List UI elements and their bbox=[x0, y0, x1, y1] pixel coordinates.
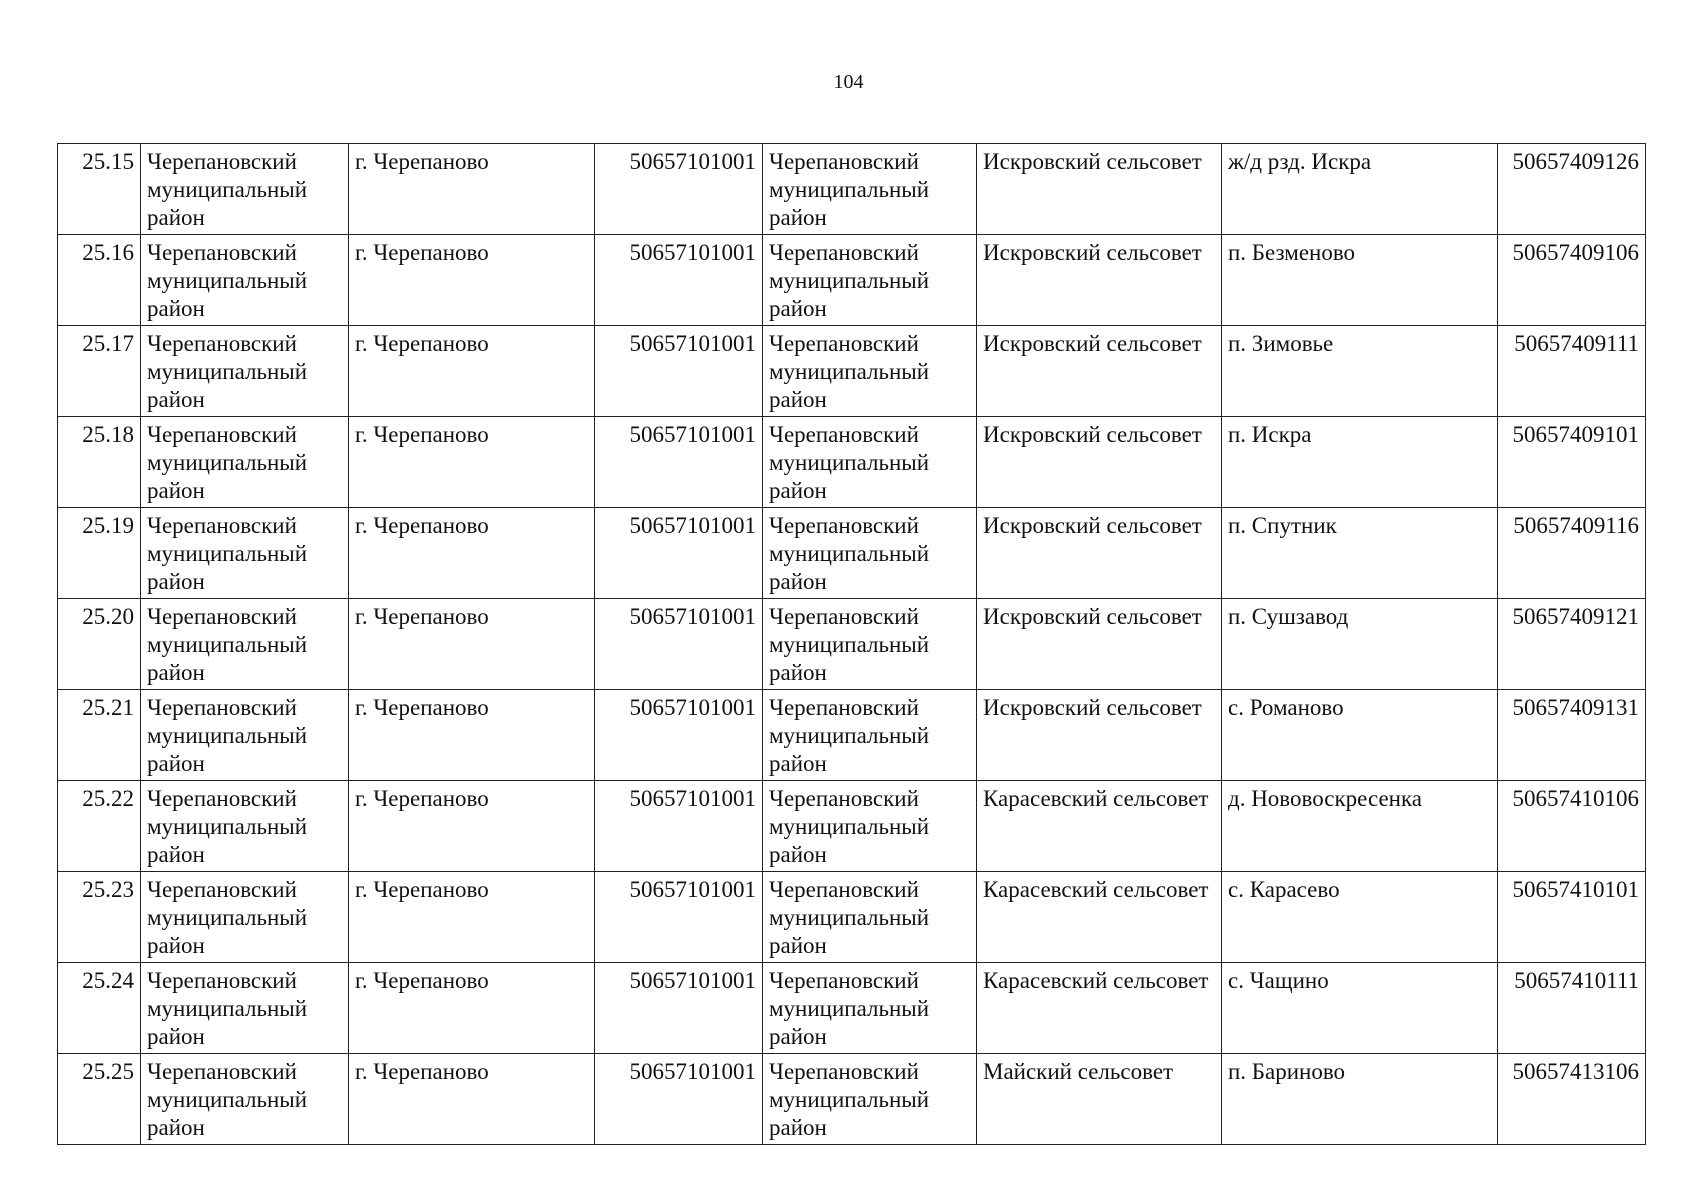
city-cell: г. Черепаново bbox=[349, 690, 595, 781]
municipality-cell: Черепановский муниципальный район bbox=[763, 508, 977, 599]
table-row bbox=[58, 963, 1646, 1054]
table-row bbox=[58, 872, 1646, 963]
okato-code-cell: 50657101001 bbox=[595, 781, 763, 872]
table-body bbox=[58, 144, 1646, 1145]
settlement-cell: п. Бариново bbox=[1222, 1054, 1498, 1145]
settlement-cell: п. Искра bbox=[1222, 417, 1498, 508]
oktmo-code-cell: 50657413106 bbox=[1498, 1054, 1646, 1145]
settlement-cell: д. Нововоскресенка bbox=[1222, 781, 1498, 872]
district-cell: Черепановский муниципальный район bbox=[141, 1054, 349, 1145]
council-cell: Искровский сельсовет bbox=[977, 508, 1222, 599]
council-cell: Карасевский сельсовет bbox=[977, 781, 1222, 872]
city-cell: г. Черепаново bbox=[349, 872, 595, 963]
city-cell: г. Черепаново bbox=[349, 235, 595, 326]
municipality-cell: Черепановский муниципальный район bbox=[763, 872, 977, 963]
settlement-cell: п. Зимовье bbox=[1222, 326, 1498, 417]
city-cell: г. Черепаново bbox=[349, 1054, 595, 1145]
settlement-cell: с. Карасево bbox=[1222, 872, 1498, 963]
oktmo-code-cell: 50657409131 bbox=[1498, 690, 1646, 781]
city-cell: г. Черепаново bbox=[349, 599, 595, 690]
district-cell: Черепановский муниципальный район bbox=[141, 781, 349, 872]
municipality-cell: Черепановский муниципальный район bbox=[763, 1054, 977, 1145]
oktmo-code-cell: 50657409116 bbox=[1498, 508, 1646, 599]
row-number: 25.21 bbox=[58, 690, 141, 781]
page-number: 104 bbox=[833, 71, 864, 93]
district-cell: Черепановский муниципальный район bbox=[141, 417, 349, 508]
table-row bbox=[58, 690, 1646, 781]
table-row bbox=[58, 781, 1646, 872]
table-row bbox=[58, 599, 1646, 690]
city-cell: г. Черепаново bbox=[349, 963, 595, 1054]
district-cell: Черепановский муниципальный район bbox=[141, 872, 349, 963]
settlement-cell: с. Чащино bbox=[1222, 963, 1498, 1054]
row-number: 25.15 bbox=[58, 144, 141, 235]
city-cell: г. Черепаново bbox=[349, 781, 595, 872]
row-number: 25.19 bbox=[58, 508, 141, 599]
okato-code-cell: 50657101001 bbox=[595, 235, 763, 326]
settlement-cell: п. Спутник bbox=[1222, 508, 1498, 599]
table-row bbox=[58, 508, 1646, 599]
oktmo-code-cell: 50657410101 bbox=[1498, 872, 1646, 963]
council-cell: Искровский сельсовет bbox=[977, 235, 1222, 326]
district-cell: Черепановский муниципальный район bbox=[141, 144, 349, 235]
okato-code-cell: 50657101001 bbox=[595, 417, 763, 508]
district-cell: Черепановский муниципальный район bbox=[141, 690, 349, 781]
council-cell: Майский сельсовет bbox=[977, 1054, 1222, 1145]
oktmo-code-cell: 50657409126 bbox=[1498, 144, 1646, 235]
settlement-cell: п. Безменово bbox=[1222, 235, 1498, 326]
row-number: 25.17 bbox=[58, 326, 141, 417]
oktmo-code-cell: 50657410111 bbox=[1498, 963, 1646, 1054]
city-cell: г. Черепаново bbox=[349, 144, 595, 235]
municipality-cell: Черепановский муниципальный район bbox=[763, 417, 977, 508]
city-cell: г. Черепаново bbox=[349, 508, 595, 599]
council-cell: Искровский сельсовет bbox=[977, 144, 1222, 235]
settlement-cell: ж/д рзд. Искра bbox=[1222, 144, 1498, 235]
council-cell: Карасевский сельсовет bbox=[977, 872, 1222, 963]
council-cell: Искровский сельсовет bbox=[977, 599, 1222, 690]
city-cell: г. Черепаново bbox=[349, 417, 595, 508]
table-row bbox=[58, 417, 1646, 508]
council-cell: Искровский сельсовет bbox=[977, 417, 1222, 508]
district-cell: Черепановский муниципальный район bbox=[141, 599, 349, 690]
table-row bbox=[58, 1054, 1646, 1145]
district-cell: Черепановский муниципальный район bbox=[141, 963, 349, 1054]
registry-table bbox=[57, 143, 1646, 1145]
oktmo-code-cell: 50657409106 bbox=[1498, 235, 1646, 326]
table-row bbox=[58, 326, 1646, 417]
row-number: 25.22 bbox=[58, 781, 141, 872]
municipality-cell: Черепановский муниципальный район bbox=[763, 963, 977, 1054]
municipality-cell: Черепановский муниципальный район bbox=[763, 781, 977, 872]
settlement-cell: с. Романово bbox=[1222, 690, 1498, 781]
okato-code-cell: 50657101001 bbox=[595, 963, 763, 1054]
municipality-cell: Черепановский муниципальный район bbox=[763, 690, 977, 781]
municipality-cell: Черепановский муниципальный район bbox=[763, 599, 977, 690]
municipality-cell: Черепановский муниципальный район bbox=[763, 144, 977, 235]
table-row bbox=[58, 144, 1646, 235]
municipality-cell: Черепановский муниципальный район bbox=[763, 235, 977, 326]
row-number: 25.23 bbox=[58, 872, 141, 963]
settlement-cell: п. Сушзавод bbox=[1222, 599, 1498, 690]
council-cell: Искровский сельсовет bbox=[977, 326, 1222, 417]
city-cell: г. Черепаново bbox=[349, 326, 595, 417]
okato-code-cell: 50657101001 bbox=[595, 872, 763, 963]
row-number: 25.25 bbox=[58, 1054, 141, 1145]
council-cell: Карасевский сельсовет bbox=[977, 963, 1222, 1054]
oktmo-code-cell: 50657409111 bbox=[1498, 326, 1646, 417]
okato-code-cell: 50657101001 bbox=[595, 144, 763, 235]
row-number: 25.16 bbox=[58, 235, 141, 326]
municipality-cell: Черепановский муниципальный район bbox=[763, 326, 977, 417]
district-cell: Черепановский муниципальный район bbox=[141, 235, 349, 326]
row-number: 25.24 bbox=[58, 963, 141, 1054]
oktmo-code-cell: 50657410106 bbox=[1498, 781, 1646, 872]
okato-code-cell: 50657101001 bbox=[595, 508, 763, 599]
row-number: 25.18 bbox=[58, 417, 141, 508]
oktmo-code-cell: 50657409121 bbox=[1498, 599, 1646, 690]
table-row bbox=[58, 235, 1646, 326]
district-cell: Черепановский муниципальный район bbox=[141, 326, 349, 417]
council-cell: Искровский сельсовет bbox=[977, 690, 1222, 781]
district-cell: Черепановский муниципальный район bbox=[141, 508, 349, 599]
okato-code-cell: 50657101001 bbox=[595, 326, 763, 417]
row-number: 25.20 bbox=[58, 599, 141, 690]
okato-code-cell: 50657101001 bbox=[595, 690, 763, 781]
okato-code-cell: 50657101001 bbox=[595, 1054, 763, 1145]
oktmo-code-cell: 50657409101 bbox=[1498, 417, 1646, 508]
okato-code-cell: 50657101001 bbox=[595, 599, 763, 690]
